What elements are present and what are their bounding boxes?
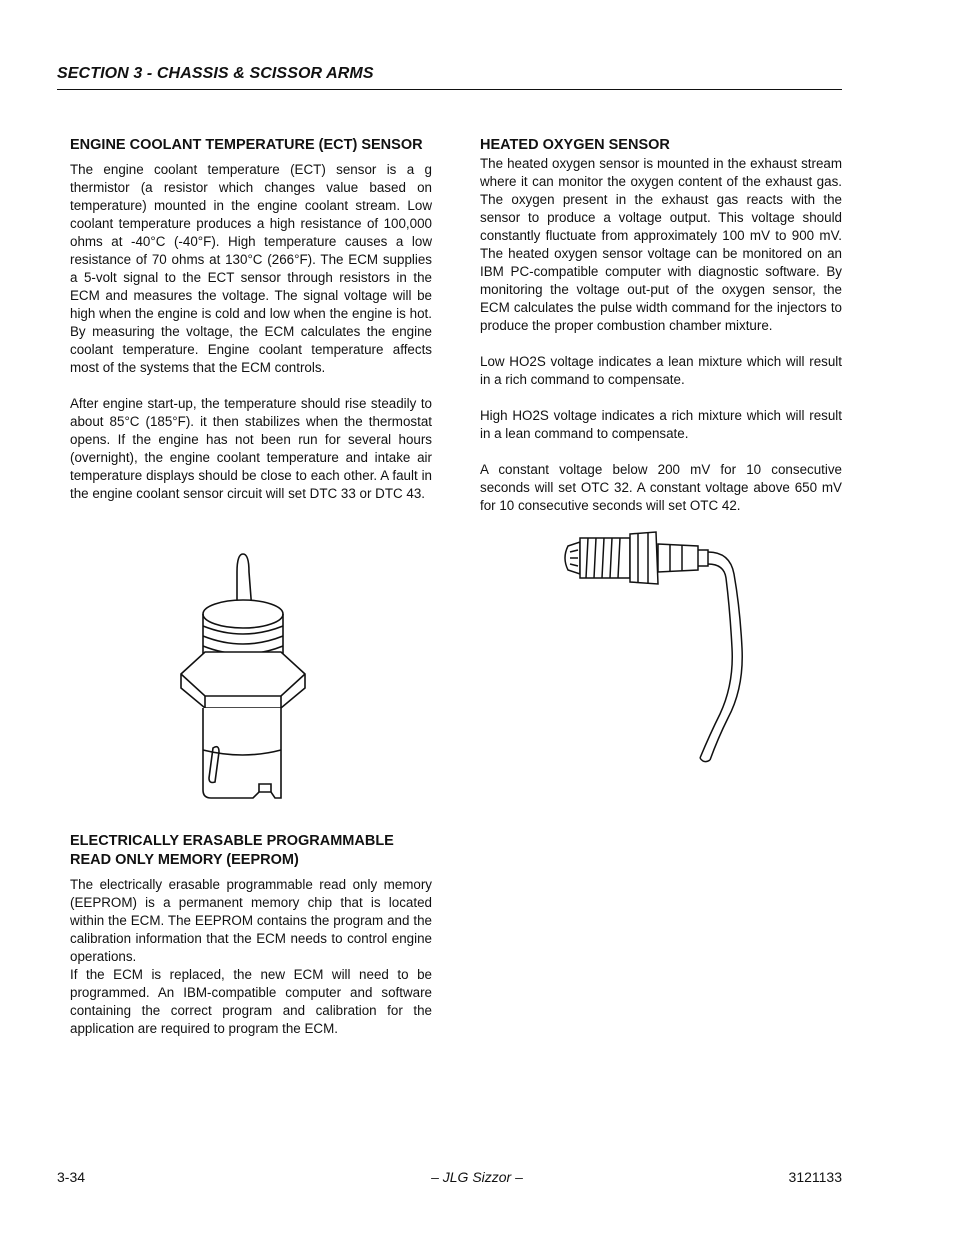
- ho2s-paragraph-2: Low HO2S voltage indicates a lean mixture which will result in a rich command to compensate.: [480, 354, 842, 387]
- ho2s-section: [480, 136, 842, 515]
- eeprom-heading: ELECTRICALLY ERASABLE PROGRAMMABLE READ ONLY MEMORY (EEPROM): [70, 833, 394, 868]
- section-title: SECTION 3 - CHASSIS & SCISSOR ARMS: [57, 65, 374, 82]
- eeprom-paragraph-1: The electrically erasable programmable read only memory (EEPROM) is a permanent memory chip that is located within the ECM. The EEPROM contains the program and the calibration information that the ECM needs to control engine operations.: [70, 877, 432, 964]
- header-rule: [57, 89, 842, 90]
- ect-paragraph-1: The engine coolant temperature (ECT) sensor is a g thermistor (a resistor which changes value based on temperature) mounted in the engine coolant stream. Low coolant temperature produces a high resistance of 100,000 ohms at -40°C (-40°F). High temperature causes a low resistance of 70 ohms at 130°C (266°F). The ECM supplies a 5-volt signal to the ECT sensor through resistors in the ECM and measures the voltage. The signal voltage will be high when the engine is cold and low when the engine is hot. By measuring the voltage, the ECM calculates the engine coolant temperature. Engine coolant temperature affects most of the systems that the ECM controls.: [70, 162, 432, 375]
- footer-title: – JLG Sizzor –: [431, 1169, 523, 1185]
- document-number: 3121133: [788, 1169, 842, 1185]
- page-number: 3-34: [57, 1169, 86, 1185]
- ho2s-paragraph-4: A constant voltage below 200 mV for 10 consecutive seconds will set OTC 32. A constant voltage above 650 mV for 10 consecutive seconds will set OTC 42.: [480, 462, 842, 513]
- ho2s-paragraph-3: High HO2S voltage indicates a rich mixture which will result in a lean command to compensate.: [480, 408, 842, 441]
- eeprom-paragraph-2: If the ECM is replaced, the new ECM will need to be programmed. An IBM-compatible computer and software containing the correct program and calibration for the application are required to program the ECM.: [70, 967, 432, 1036]
- eeprom-section: [70, 832, 432, 1038]
- ho2s-heading: HEATED OXYGEN SENSOR: [480, 137, 670, 153]
- ect-heading: ENGINE COOLANT TEMPERATURE (ECT) SENSOR: [70, 137, 423, 153]
- ho2s-paragraph-1: The heated oxygen sensor is mounted in the exhaust stream where it can monitor the oxygen content of the exhaust gas. The oxygen present in the exhaust gas reacts with the sensor to produce a voltage output. This voltage should constantly fluctuate from approximately 100 mV to 900 mV. The heated oxygen sensor voltage can be monitored on an IBM PC-compatible computer with diagnostic software. By monitoring the voltage out-put of the oxygen sensor, the ECM calculates the pulse width command for the injectors to produce the proper combustion chamber mixture.: [480, 156, 842, 333]
- oxygen-sensor-illustration: [558, 528, 758, 764]
- ect-section: [70, 136, 432, 503]
- ect-sensor-illustration: [175, 552, 310, 802]
- ect-paragraph-2: After engine start-up, the temperature should rise steadily to about 85°C (185°F). it then stabilizes when the thermostat opens. If the engine has not been run for several hours (overnight), the engine coolant temperature and intake air temperature displays should be close to each other. A fault in the engine coolant sensor circuit will set DTC 33 or DTC 43.: [70, 396, 432, 501]
